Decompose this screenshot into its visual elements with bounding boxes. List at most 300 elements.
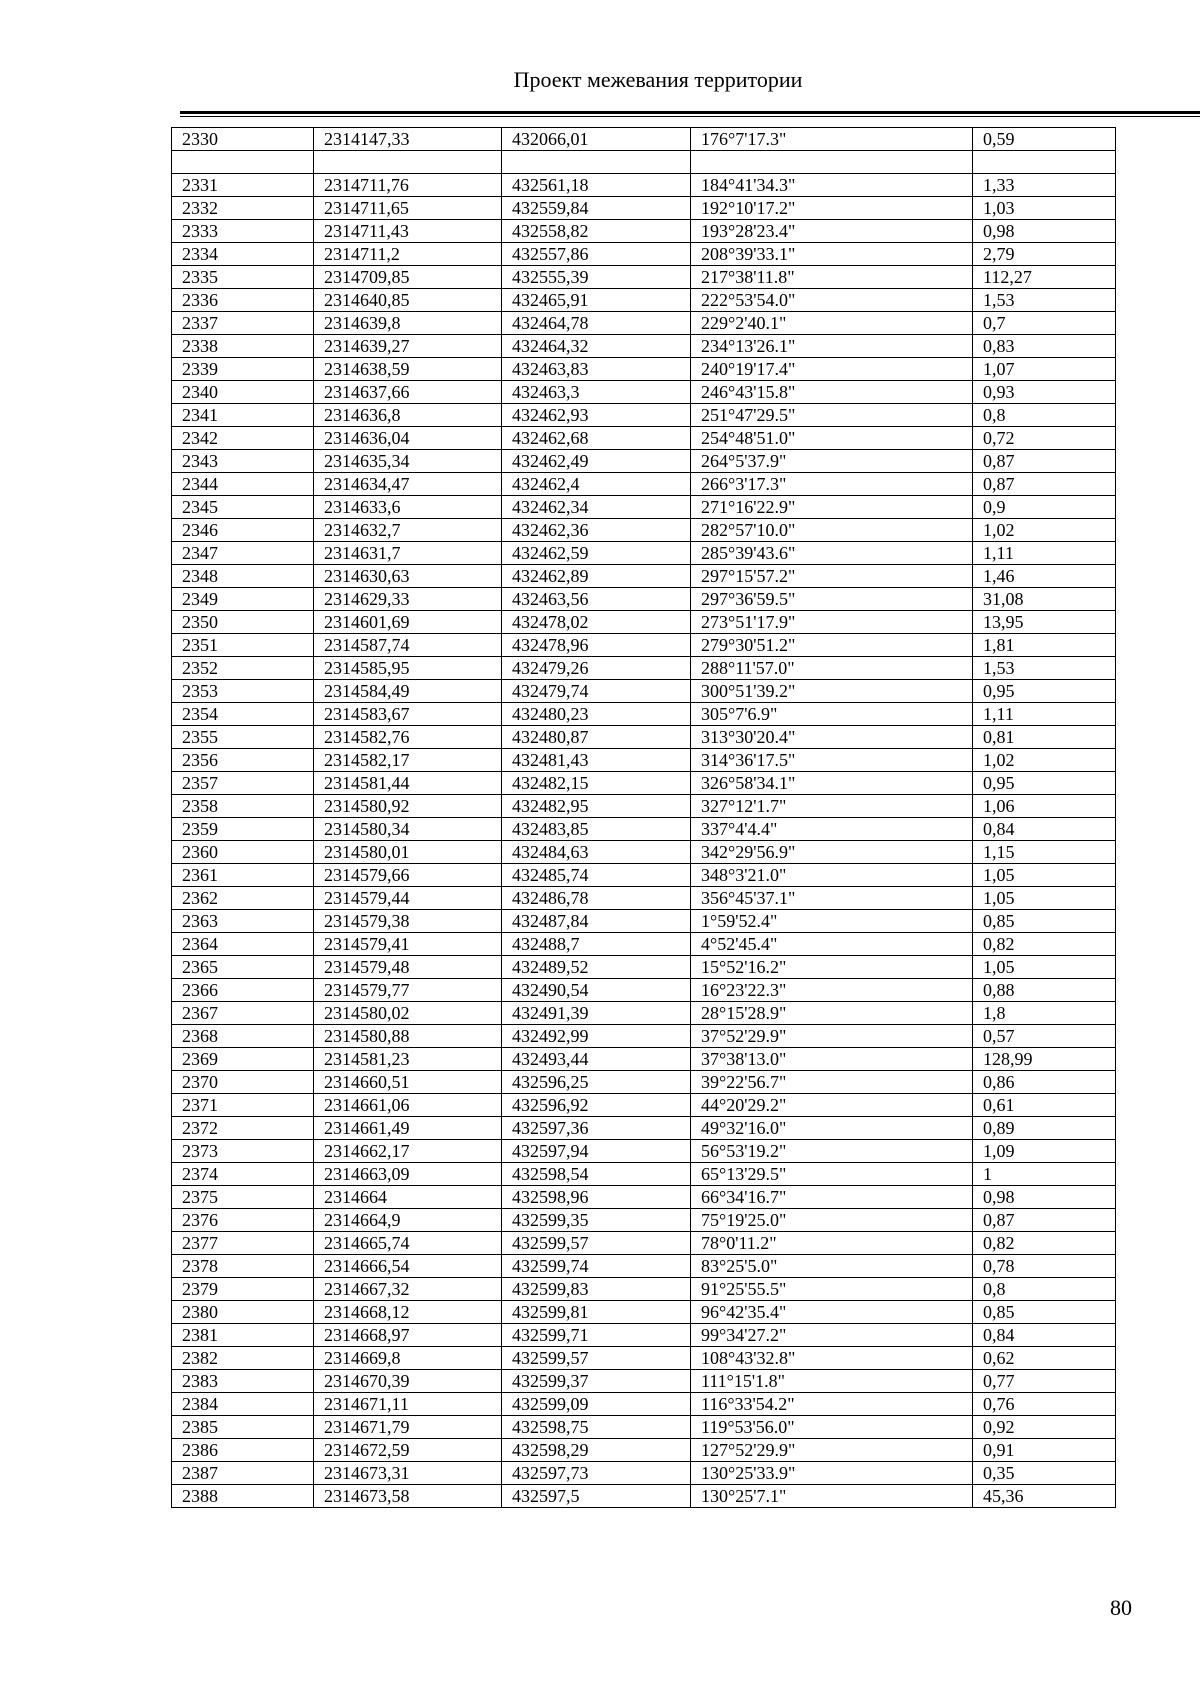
bearing-cell: 266°3'17.3" <box>691 473 973 496</box>
x-coordinate-cell: 2314579,41 <box>314 933 502 956</box>
y-coordinate-cell: 432463,3 <box>502 381 691 404</box>
table-row <box>172 427 1116 450</box>
point-number-cell: 2384 <box>172 1393 314 1416</box>
y-coordinate-cell: 432597,5 <box>502 1485 691 1508</box>
bearing-cell: 116°33'54.2" <box>691 1393 973 1416</box>
table-row <box>172 611 1116 634</box>
bearing-cell: 39°22'56.7" <box>691 1071 973 1094</box>
coordinates-table <box>171 127 1116 1508</box>
x-coordinate-cell: 2314665,74 <box>314 1232 502 1255</box>
x-coordinate-cell: 2314580,01 <box>314 841 502 864</box>
table-row <box>172 956 1116 979</box>
distance-cell: 0,83 <box>973 335 1116 358</box>
y-coordinate-cell: 432463,83 <box>502 358 691 381</box>
y-coordinate-cell: 432478,02 <box>502 611 691 634</box>
y-coordinate-cell: 432597,36 <box>502 1117 691 1140</box>
bearing-cell: 4°52'45.4" <box>691 933 973 956</box>
point-number-cell: 2367 <box>172 1002 314 1025</box>
y-coordinate-cell: 432598,29 <box>502 1439 691 1462</box>
table-row <box>172 1209 1116 1232</box>
distance-cell: 1,53 <box>973 657 1116 680</box>
point-number-cell: 2361 <box>172 864 314 887</box>
bearing-cell: 192°10'17.2" <box>691 197 973 220</box>
bearing-cell: 240°19'17.4" <box>691 358 973 381</box>
bearing-cell: 297°36'59.5" <box>691 588 973 611</box>
table-row <box>172 841 1116 864</box>
point-number-cell <box>172 151 314 174</box>
table-row <box>172 289 1116 312</box>
y-coordinate-cell: 432559,84 <box>502 197 691 220</box>
y-coordinate-cell: 432599,57 <box>502 1347 691 1370</box>
y-coordinate-cell: 432598,96 <box>502 1186 691 1209</box>
x-coordinate-cell: 2314639,8 <box>314 312 502 335</box>
y-coordinate-cell: 432599,81 <box>502 1301 691 1324</box>
distance-cell: 0,93 <box>973 381 1116 404</box>
distance-cell: 0,89 <box>973 1117 1116 1140</box>
table-row <box>172 151 1116 174</box>
bearing-cell: 37°52'29.9" <box>691 1025 973 1048</box>
distance-cell: 1,02 <box>973 749 1116 772</box>
x-coordinate-cell: 2314582,17 <box>314 749 502 772</box>
distance-cell: 0,95 <box>973 680 1116 703</box>
y-coordinate-cell: 432491,39 <box>502 1002 691 1025</box>
bearing-cell: 254°48'51.0" <box>691 427 973 450</box>
x-coordinate-cell: 2314666,54 <box>314 1255 502 1278</box>
x-coordinate-cell: 2314672,59 <box>314 1439 502 1462</box>
x-coordinate-cell: 2314661,49 <box>314 1117 502 1140</box>
table-row <box>172 1462 1116 1485</box>
point-number-cell: 2387 <box>172 1462 314 1485</box>
y-coordinate-cell: 432487,84 <box>502 910 691 933</box>
point-number-cell: 2365 <box>172 956 314 979</box>
point-number-cell: 2374 <box>172 1163 314 1186</box>
distance-cell: 1,05 <box>973 887 1116 910</box>
x-coordinate-cell: 2314637,66 <box>314 381 502 404</box>
distance-cell: 0,8 <box>973 404 1116 427</box>
x-coordinate-cell: 2314581,44 <box>314 772 502 795</box>
x-coordinate-cell: 2314673,31 <box>314 1462 502 1485</box>
distance-cell: 0,8 <box>973 1278 1116 1301</box>
table-row <box>172 1324 1116 1347</box>
table-row <box>172 910 1116 933</box>
point-number-cell: 2346 <box>172 519 314 542</box>
distance-cell: 0,72 <box>973 427 1116 450</box>
distance-cell: 0,87 <box>973 473 1116 496</box>
y-coordinate-cell: 432483,85 <box>502 818 691 841</box>
bearing-cell: 285°39'43.6" <box>691 542 973 565</box>
bearing-cell: 28°15'28.9" <box>691 1002 973 1025</box>
distance-cell: 0,81 <box>973 726 1116 749</box>
x-coordinate-cell: 2314635,34 <box>314 450 502 473</box>
table-row <box>172 1117 1116 1140</box>
bearing-cell: 337°4'4.4" <box>691 818 973 841</box>
y-coordinate-cell: 432464,32 <box>502 335 691 358</box>
point-number-cell: 2334 <box>172 243 314 266</box>
point-number-cell: 2364 <box>172 933 314 956</box>
y-coordinate-cell: 432599,83 <box>502 1278 691 1301</box>
table-row <box>172 795 1116 818</box>
point-number-cell: 2350 <box>172 611 314 634</box>
distance-cell: 1,53 <box>973 289 1116 312</box>
table-row <box>172 312 1116 335</box>
point-number-cell: 2371 <box>172 1094 314 1117</box>
table-row <box>172 703 1116 726</box>
distance-cell: 0,59 <box>973 128 1116 151</box>
y-coordinate-cell: 432462,89 <box>502 565 691 588</box>
table-row <box>172 1094 1116 1117</box>
bearing-cell: 217°38'11.8" <box>691 266 973 289</box>
table-row <box>172 197 1116 220</box>
x-coordinate-cell: 2314580,34 <box>314 818 502 841</box>
point-number-cell: 2378 <box>172 1255 314 1278</box>
x-coordinate-cell: 2314668,97 <box>314 1324 502 1347</box>
bearing-cell: 356°45'37.1" <box>691 887 973 910</box>
y-coordinate-cell: 432555,39 <box>502 266 691 289</box>
point-number-cell: 2366 <box>172 979 314 1002</box>
table-row <box>172 128 1116 151</box>
bearing-cell: 66°34'16.7" <box>691 1186 973 1209</box>
point-number-cell: 2359 <box>172 818 314 841</box>
y-coordinate-cell: 432480,23 <box>502 703 691 726</box>
point-number-cell: 2343 <box>172 450 314 473</box>
x-coordinate-cell: 2314670,39 <box>314 1370 502 1393</box>
x-coordinate-cell: 2314671,11 <box>314 1393 502 1416</box>
point-number-cell: 2352 <box>172 657 314 680</box>
distance-cell: 0,35 <box>973 1462 1116 1485</box>
bearing-cell: 313°30'20.4" <box>691 726 973 749</box>
bearing-cell: 127°52'29.9" <box>691 1439 973 1462</box>
point-number-cell: 2353 <box>172 680 314 703</box>
table-row <box>172 818 1116 841</box>
bearing-cell: 111°15'1.8" <box>691 1370 973 1393</box>
table-row <box>172 1002 1116 1025</box>
table-row <box>172 1163 1116 1186</box>
y-coordinate-cell: 432465,91 <box>502 289 691 312</box>
x-coordinate-cell: 2314579,44 <box>314 887 502 910</box>
table-row <box>172 1232 1116 1255</box>
distance-cell: 0,61 <box>973 1094 1116 1117</box>
point-number-cell: 2376 <box>172 1209 314 1232</box>
bearing-cell: 348°3'21.0" <box>691 864 973 887</box>
point-number-cell: 2354 <box>172 703 314 726</box>
distance-cell: 1,33 <box>973 174 1116 197</box>
table-row <box>172 1439 1116 1462</box>
point-number-cell: 2338 <box>172 335 314 358</box>
coordinates-table-body <box>172 128 1116 1508</box>
distance-cell: 1,11 <box>973 542 1116 565</box>
table-row <box>172 1140 1116 1163</box>
point-number-cell: 2331 <box>172 174 314 197</box>
point-number-cell: 2348 <box>172 565 314 588</box>
y-coordinate-cell: 432597,94 <box>502 1140 691 1163</box>
bearing-cell: 130°25'33.9" <box>691 1462 973 1485</box>
x-coordinate-cell: 2314711,76 <box>314 174 502 197</box>
table-row <box>172 496 1116 519</box>
bearing-cell: 99°34'27.2" <box>691 1324 973 1347</box>
distance-cell: 0,84 <box>973 818 1116 841</box>
x-coordinate-cell: 2314629,33 <box>314 588 502 611</box>
y-coordinate-cell: 432561,18 <box>502 174 691 197</box>
x-coordinate-cell: 2314667,32 <box>314 1278 502 1301</box>
bearing-cell: 1°59'52.4" <box>691 910 973 933</box>
table-row <box>172 864 1116 887</box>
header-rule-thin <box>180 116 1200 117</box>
table-row <box>172 749 1116 772</box>
bearing-cell: 96°42'35.4" <box>691 1301 973 1324</box>
table-row <box>172 473 1116 496</box>
y-coordinate-cell: 432462,36 <box>502 519 691 542</box>
y-coordinate-cell: 432489,52 <box>502 956 691 979</box>
bearing-cell: 251°47'29.5" <box>691 404 973 427</box>
point-number-cell: 2385 <box>172 1416 314 1439</box>
table-row <box>172 335 1116 358</box>
distance-cell: 0,84 <box>973 1324 1116 1347</box>
bearing-cell: 119°53'56.0" <box>691 1416 973 1439</box>
x-coordinate-cell: 2314638,59 <box>314 358 502 381</box>
x-coordinate-cell: 2314585,95 <box>314 657 502 680</box>
table-row <box>172 1186 1116 1209</box>
x-coordinate-cell: 2314662,17 <box>314 1140 502 1163</box>
table-row <box>172 1416 1116 1439</box>
y-coordinate-cell: 432558,82 <box>502 220 691 243</box>
y-coordinate-cell: 432597,73 <box>502 1462 691 1485</box>
bearing-cell: 271°16'22.9" <box>691 496 973 519</box>
distance-cell: 45,36 <box>973 1485 1116 1508</box>
table-row <box>172 887 1116 910</box>
distance-cell: 0,62 <box>973 1347 1116 1370</box>
y-coordinate-cell: 432462,49 <box>502 450 691 473</box>
bearing-cell: 279°30'51.2" <box>691 634 973 657</box>
distance-cell: 0,98 <box>973 220 1116 243</box>
table-row <box>172 1370 1116 1393</box>
table-row <box>172 565 1116 588</box>
distance-cell: 1,81 <box>973 634 1116 657</box>
table-row <box>172 1301 1116 1324</box>
point-number-cell: 2339 <box>172 358 314 381</box>
x-coordinate-cell: 2314632,7 <box>314 519 502 542</box>
x-coordinate-cell: 2314580,88 <box>314 1025 502 1048</box>
table-row <box>172 1071 1116 1094</box>
table-row <box>172 174 1116 197</box>
x-coordinate-cell: 2314580,92 <box>314 795 502 818</box>
y-coordinate-cell: 432464,78 <box>502 312 691 335</box>
distance-cell <box>973 151 1116 174</box>
distance-cell: 0,95 <box>973 772 1116 795</box>
bearing-cell: 326°58'34.1" <box>691 772 973 795</box>
bearing-cell: 305°7'6.9" <box>691 703 973 726</box>
point-number-cell: 2349 <box>172 588 314 611</box>
distance-cell: 1,05 <box>973 864 1116 887</box>
x-coordinate-cell: 2314579,77 <box>314 979 502 1002</box>
x-coordinate-cell: 2314636,04 <box>314 427 502 450</box>
distance-cell: 0,91 <box>973 1439 1116 1462</box>
table-row <box>172 542 1116 565</box>
x-coordinate-cell: 2314584,49 <box>314 680 502 703</box>
x-coordinate-cell: 2314583,67 <box>314 703 502 726</box>
page-title: Проект межевания территории <box>513 67 803 92</box>
x-coordinate-cell: 2314709,85 <box>314 266 502 289</box>
bearing-cell: 234°13'26.1" <box>691 335 973 358</box>
distance-cell: 112,27 <box>973 266 1116 289</box>
point-number-cell: 2380 <box>172 1301 314 1324</box>
y-coordinate-cell: 432488,7 <box>502 933 691 956</box>
distance-cell: 1,02 <box>973 519 1116 542</box>
x-coordinate-cell <box>314 151 502 174</box>
table-row <box>172 1347 1116 1370</box>
distance-cell: 0,78 <box>973 1255 1116 1278</box>
x-coordinate-cell: 2314601,69 <box>314 611 502 634</box>
distance-cell: 0,77 <box>973 1370 1116 1393</box>
point-number-cell: 2368 <box>172 1025 314 1048</box>
point-number-cell: 2342 <box>172 427 314 450</box>
point-number-cell: 2358 <box>172 795 314 818</box>
point-number-cell: 2351 <box>172 634 314 657</box>
point-number-cell: 2363 <box>172 910 314 933</box>
table-row <box>172 358 1116 381</box>
x-coordinate-cell: 2314579,38 <box>314 910 502 933</box>
bearing-cell: 91°25'55.5" <box>691 1278 973 1301</box>
y-coordinate-cell: 432599,57 <box>502 1232 691 1255</box>
bearing-cell <box>691 151 973 174</box>
distance-cell: 0,76 <box>973 1393 1116 1416</box>
point-number-cell: 2340 <box>172 381 314 404</box>
y-coordinate-cell: 432478,96 <box>502 634 691 657</box>
bearing-cell: 44°20'29.2" <box>691 1094 973 1117</box>
x-coordinate-cell: 2314634,47 <box>314 473 502 496</box>
point-number-cell: 2356 <box>172 749 314 772</box>
point-number-cell: 2333 <box>172 220 314 243</box>
bearing-cell: 288°11'57.0" <box>691 657 973 680</box>
bearing-cell: 208°39'33.1" <box>691 243 973 266</box>
distance-cell: 1,46 <box>973 565 1116 588</box>
y-coordinate-cell: 432598,54 <box>502 1163 691 1186</box>
point-number-cell: 2381 <box>172 1324 314 1347</box>
distance-cell: 1,15 <box>973 841 1116 864</box>
x-coordinate-cell: 2314664,9 <box>314 1209 502 1232</box>
point-number-cell: 2347 <box>172 542 314 565</box>
point-number-cell: 2355 <box>172 726 314 749</box>
y-coordinate-cell: 432462,93 <box>502 404 691 427</box>
y-coordinate-cell: 432462,68 <box>502 427 691 450</box>
table-row <box>172 381 1116 404</box>
bearing-cell: 282°57'10.0" <box>691 519 973 542</box>
bearing-cell: 176°7'17.3" <box>691 128 973 151</box>
table-row <box>172 726 1116 749</box>
x-coordinate-cell: 2314147,33 <box>314 128 502 151</box>
x-coordinate-cell: 2314582,76 <box>314 726 502 749</box>
x-coordinate-cell: 2314673,58 <box>314 1485 502 1508</box>
y-coordinate-cell: 432462,59 <box>502 542 691 565</box>
x-coordinate-cell: 2314660,51 <box>314 1071 502 1094</box>
bearing-cell: 83°25'5.0" <box>691 1255 973 1278</box>
y-coordinate-cell: 432066,01 <box>502 128 691 151</box>
point-number-cell: 2383 <box>172 1370 314 1393</box>
header-rule-thick <box>180 111 1200 114</box>
point-number-cell: 2360 <box>172 841 314 864</box>
point-number-cell: 2375 <box>172 1186 314 1209</box>
distance-cell: 31,08 <box>973 588 1116 611</box>
y-coordinate-cell: 432480,87 <box>502 726 691 749</box>
distance-cell: 0,86 <box>973 1071 1116 1094</box>
distance-cell: 1 <box>973 1163 1116 1186</box>
y-coordinate-cell: 432557,86 <box>502 243 691 266</box>
bearing-cell: 297°15'57.2" <box>691 565 973 588</box>
x-coordinate-cell: 2314579,66 <box>314 864 502 887</box>
table-row <box>172 588 1116 611</box>
table-row <box>172 1393 1116 1416</box>
point-number-cell: 2362 <box>172 887 314 910</box>
table-row <box>172 450 1116 473</box>
x-coordinate-cell: 2314581,23 <box>314 1048 502 1071</box>
point-number-cell: 2373 <box>172 1140 314 1163</box>
y-coordinate-cell <box>502 151 691 174</box>
table-row <box>172 979 1116 1002</box>
point-number-cell: 2369 <box>172 1048 314 1071</box>
distance-cell: 1,11 <box>973 703 1116 726</box>
table-row <box>172 404 1116 427</box>
point-number-cell: 2344 <box>172 473 314 496</box>
distance-cell: 0,92 <box>973 1416 1116 1439</box>
distance-cell: 0,98 <box>973 1186 1116 1209</box>
bearing-cell: 300°51'39.2" <box>691 680 973 703</box>
distance-cell: 2,79 <box>973 243 1116 266</box>
point-number-cell: 2335 <box>172 266 314 289</box>
bearing-cell: 264°5'37.9" <box>691 450 973 473</box>
distance-cell: 128,99 <box>973 1048 1116 1071</box>
bearing-cell: 342°29'56.9" <box>691 841 973 864</box>
x-coordinate-cell: 2314711,65 <box>314 197 502 220</box>
distance-cell: 1,09 <box>973 1140 1116 1163</box>
bearing-cell: 314°36'17.5" <box>691 749 973 772</box>
y-coordinate-cell: 432599,09 <box>502 1393 691 1416</box>
bearing-cell: 16°23'22.3" <box>691 979 973 1002</box>
point-number-cell: 2388 <box>172 1485 314 1508</box>
y-coordinate-cell: 432599,37 <box>502 1370 691 1393</box>
y-coordinate-cell: 432596,92 <box>502 1094 691 1117</box>
table-row <box>172 933 1116 956</box>
table-row <box>172 1025 1116 1048</box>
point-number-cell: 2370 <box>172 1071 314 1094</box>
point-number-cell: 2345 <box>172 496 314 519</box>
point-number-cell: 2382 <box>172 1347 314 1370</box>
bearing-cell: 49°32'16.0" <box>691 1117 973 1140</box>
y-coordinate-cell: 432484,63 <box>502 841 691 864</box>
table-row <box>172 1278 1116 1301</box>
point-number-cell: 2336 <box>172 289 314 312</box>
bearing-cell: 130°25'7.1" <box>691 1485 973 1508</box>
distance-cell: 0,7 <box>973 312 1116 335</box>
table-row <box>172 634 1116 657</box>
table-row <box>172 1485 1116 1508</box>
bearing-cell: 108°43'32.8" <box>691 1347 973 1370</box>
table-row <box>172 657 1116 680</box>
point-number-cell: 2341 <box>172 404 314 427</box>
y-coordinate-cell: 432490,54 <box>502 979 691 1002</box>
point-number-cell: 2377 <box>172 1232 314 1255</box>
distance-cell: 0,9 <box>973 496 1116 519</box>
y-coordinate-cell: 432463,56 <box>502 588 691 611</box>
bearing-cell: 56°53'19.2" <box>691 1140 973 1163</box>
x-coordinate-cell: 2314639,27 <box>314 335 502 358</box>
x-coordinate-cell: 2314636,8 <box>314 404 502 427</box>
bearing-cell: 75°19'25.0" <box>691 1209 973 1232</box>
x-coordinate-cell: 2314711,2 <box>314 243 502 266</box>
x-coordinate-cell: 2314580,02 <box>314 1002 502 1025</box>
distance-cell: 1,8 <box>973 1002 1116 1025</box>
x-coordinate-cell: 2314633,6 <box>314 496 502 519</box>
table-row <box>172 243 1116 266</box>
page-number: 80 <box>1110 1595 1132 1620</box>
